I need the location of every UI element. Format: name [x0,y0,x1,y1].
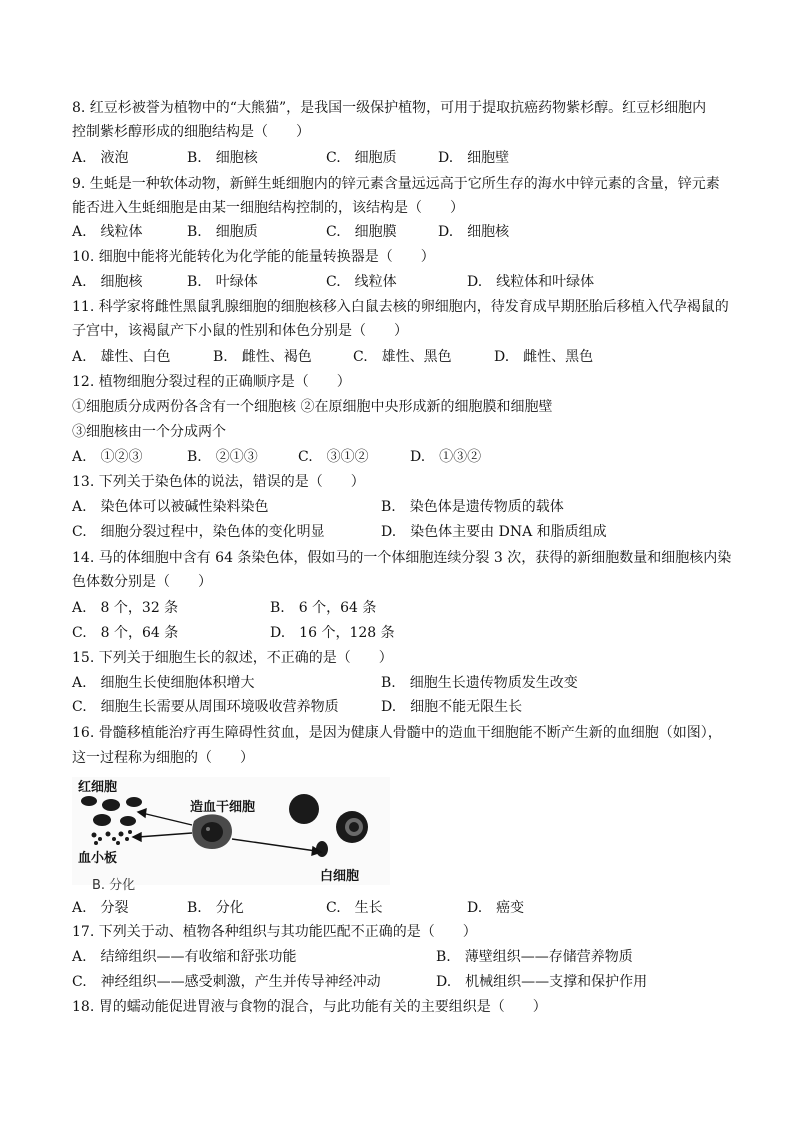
question-10-option-a: A. 细胞核 [72,274,143,290]
question-13-stem: 13. 下列关于染色体的说法，错误的是（ ） [72,474,365,490]
question-17-option-a: A. 结缔组织——有收缩和舒张功能 [72,949,297,965]
question-14-option-b: B. 6 个，64 条 [270,600,377,616]
question-12-step-3: ③细胞核由一个分成两个 [72,424,226,440]
question-14-option-a: A. 8 个，32 条 [72,600,179,616]
question-13-option-b: B. 染色体是遗传物质的载体 [381,499,564,515]
question-8-stem-line1: 8. 红豆杉被誉为植物中的“大熊猫”，是我国一级保护植物，可用于提取抗癌药物紫杉醇。红豆杉细胞内 [72,100,707,116]
question-13-option-a: A. 染色体可以被碱性染料染色 [72,499,269,515]
question-17-option-d: D. 机械组织——支撑和保护作用 [436,974,648,990]
question-8-option-a: A. 液泡 [72,150,129,166]
hematopoietic-stem-cell [192,814,232,849]
question-11-stem-line2: 子宫中，该褐鼠产下小鼠的性别和体色分别是（ ） [72,323,408,339]
question-10-stem: 10. 细胞中能将光能转化为化学能的能量转换器是（ ） [72,249,435,265]
question-15-option-d: D. 细胞不能无限生长 [381,699,523,715]
question-17-option-c: C. 神经组织——感受刺激，产生并传导神经冲动 [72,974,381,990]
question-8-option-d: D. 细胞壁 [438,150,510,166]
question-14-option-d: D. 16 个，128 条 [270,625,395,641]
red-blood-cells [81,796,142,826]
question-16-option-b: B. 分化 [187,900,244,916]
question-17-stem: 17. 下列关于动、植物各种组织与其功能匹配不正确的是（ ） [72,924,477,940]
question-12-option-c: C. ③①② [298,449,369,465]
question-9-option-d: D. 细胞核 [438,224,510,240]
question-12-option-d: D. ①③② [410,449,482,465]
question-10-option-d: D. 线粒体和叶绿体 [467,274,595,290]
question-12-step-1-2: ①细胞质分成两份各含有一个细胞核 ②在原细胞中央形成新的细胞膜和细胞壁 [72,399,553,415]
question-9-option-a: A. 线粒体 [72,224,143,240]
question-18-stem: 18. 胃的蠕动能促进胃液与食物的混合，与此功能有关的主要组织是（ ） [72,999,547,1015]
white-blood-cells [289,794,368,857]
blood-cell-differentiation-figure [72,777,390,893]
label-red-blood-cell: 红细胞 [78,780,118,795]
question-14-stem-line2: 色体数分别是（ ） [72,574,212,590]
question-13-option-d: D. 染色体主要由 DNA 和脂质组成 [381,524,607,540]
question-13-option-c: C. 细胞分裂过程中，染色体的变化明显 [72,524,325,540]
question-15-option-b: B. 细胞生长遗传物质发生改变 [381,675,578,691]
question-12-stem: 12. 植物细胞分裂过程的正确顺序是（ ） [72,374,351,390]
question-10-option-c: C. 线粒体 [326,274,397,290]
label-white-blood-cell: 白细胞 [320,869,360,884]
question-11-option-d: D. 雌性、黑色 [494,349,594,365]
question-12-option-a: A. ①②③ [72,449,143,465]
question-16-stem-line1: 16. 骨髓移植能治疗再生障碍性贫血，是因为健康人骨髓中的造血干细胞能不断产生新的血细胞（如图）， [72,725,722,741]
question-8-option-c: C. 细胞质 [326,150,397,166]
platelets [92,830,133,845]
question-11-stem-line1: 11. 科学家将雌性黑鼠乳腺细胞的细胞核移入白鼠去核的卵细胞内，待发育成早期胚胎后移植入代孕褐鼠的 [72,299,729,315]
question-16-stem-line2: 这一过程称为细胞的（ ） [72,750,254,766]
question-8-option-b: B. 细胞核 [187,150,258,166]
question-9-stem-line2: 能否进入生蚝细胞是由某一细胞结构控制的，该结构是（ ） [72,200,464,216]
question-9-option-b: B. 细胞质 [187,224,258,240]
question-10-option-b: B. 叶绿体 [187,274,258,290]
question-9-stem-line1: 9. 生蚝是一种软体动物，新鲜生蚝细胞内的锌元素含量远远高于它所生存的海水中锌元素的含量，锌元素 [72,176,720,192]
question-11-option-b: B. 雌性、褐色 [213,349,312,365]
question-11-option-a: A. 雄性、白色 [72,349,171,365]
figure-cut-option-text: B. 分化 [92,878,136,893]
question-16-option-c: C. 生长 [326,900,383,916]
label-stem-cell: 造血干细胞 [190,800,256,815]
question-9-option-c: C. 细胞膜 [326,224,397,240]
question-17-option-b: B. 薄壁组织——存储营养物质 [436,949,633,965]
question-11-option-c: C. 雄性、黑色 [353,349,452,365]
question-16-option-a: A. 分裂 [72,900,129,916]
question-15-option-c: C. 细胞生长需要从周围环境吸收营养物质 [72,699,339,715]
question-14-option-c: C. 8 个，64 条 [72,625,179,641]
question-15-stem: 15. 下列关于细胞生长的叙述，不正确的是（ ） [72,650,393,666]
question-12-option-b: B. ②①③ [187,449,258,465]
question-16-option-d: D. 癌变 [467,900,525,916]
question-15-option-a: A. 细胞生长使细胞体积增大 [72,675,255,691]
label-platelet: 血小板 [78,851,118,866]
question-14-stem-line1: 14. 马的体细胞中含有 64 条染色体，假如马的一个体细胞连续分裂 3 次，获得的新细胞数量和细胞核内染 [72,550,732,566]
question-8-stem-line2: 控制紫杉醇形成的细胞结构是（ ） [72,124,310,140]
